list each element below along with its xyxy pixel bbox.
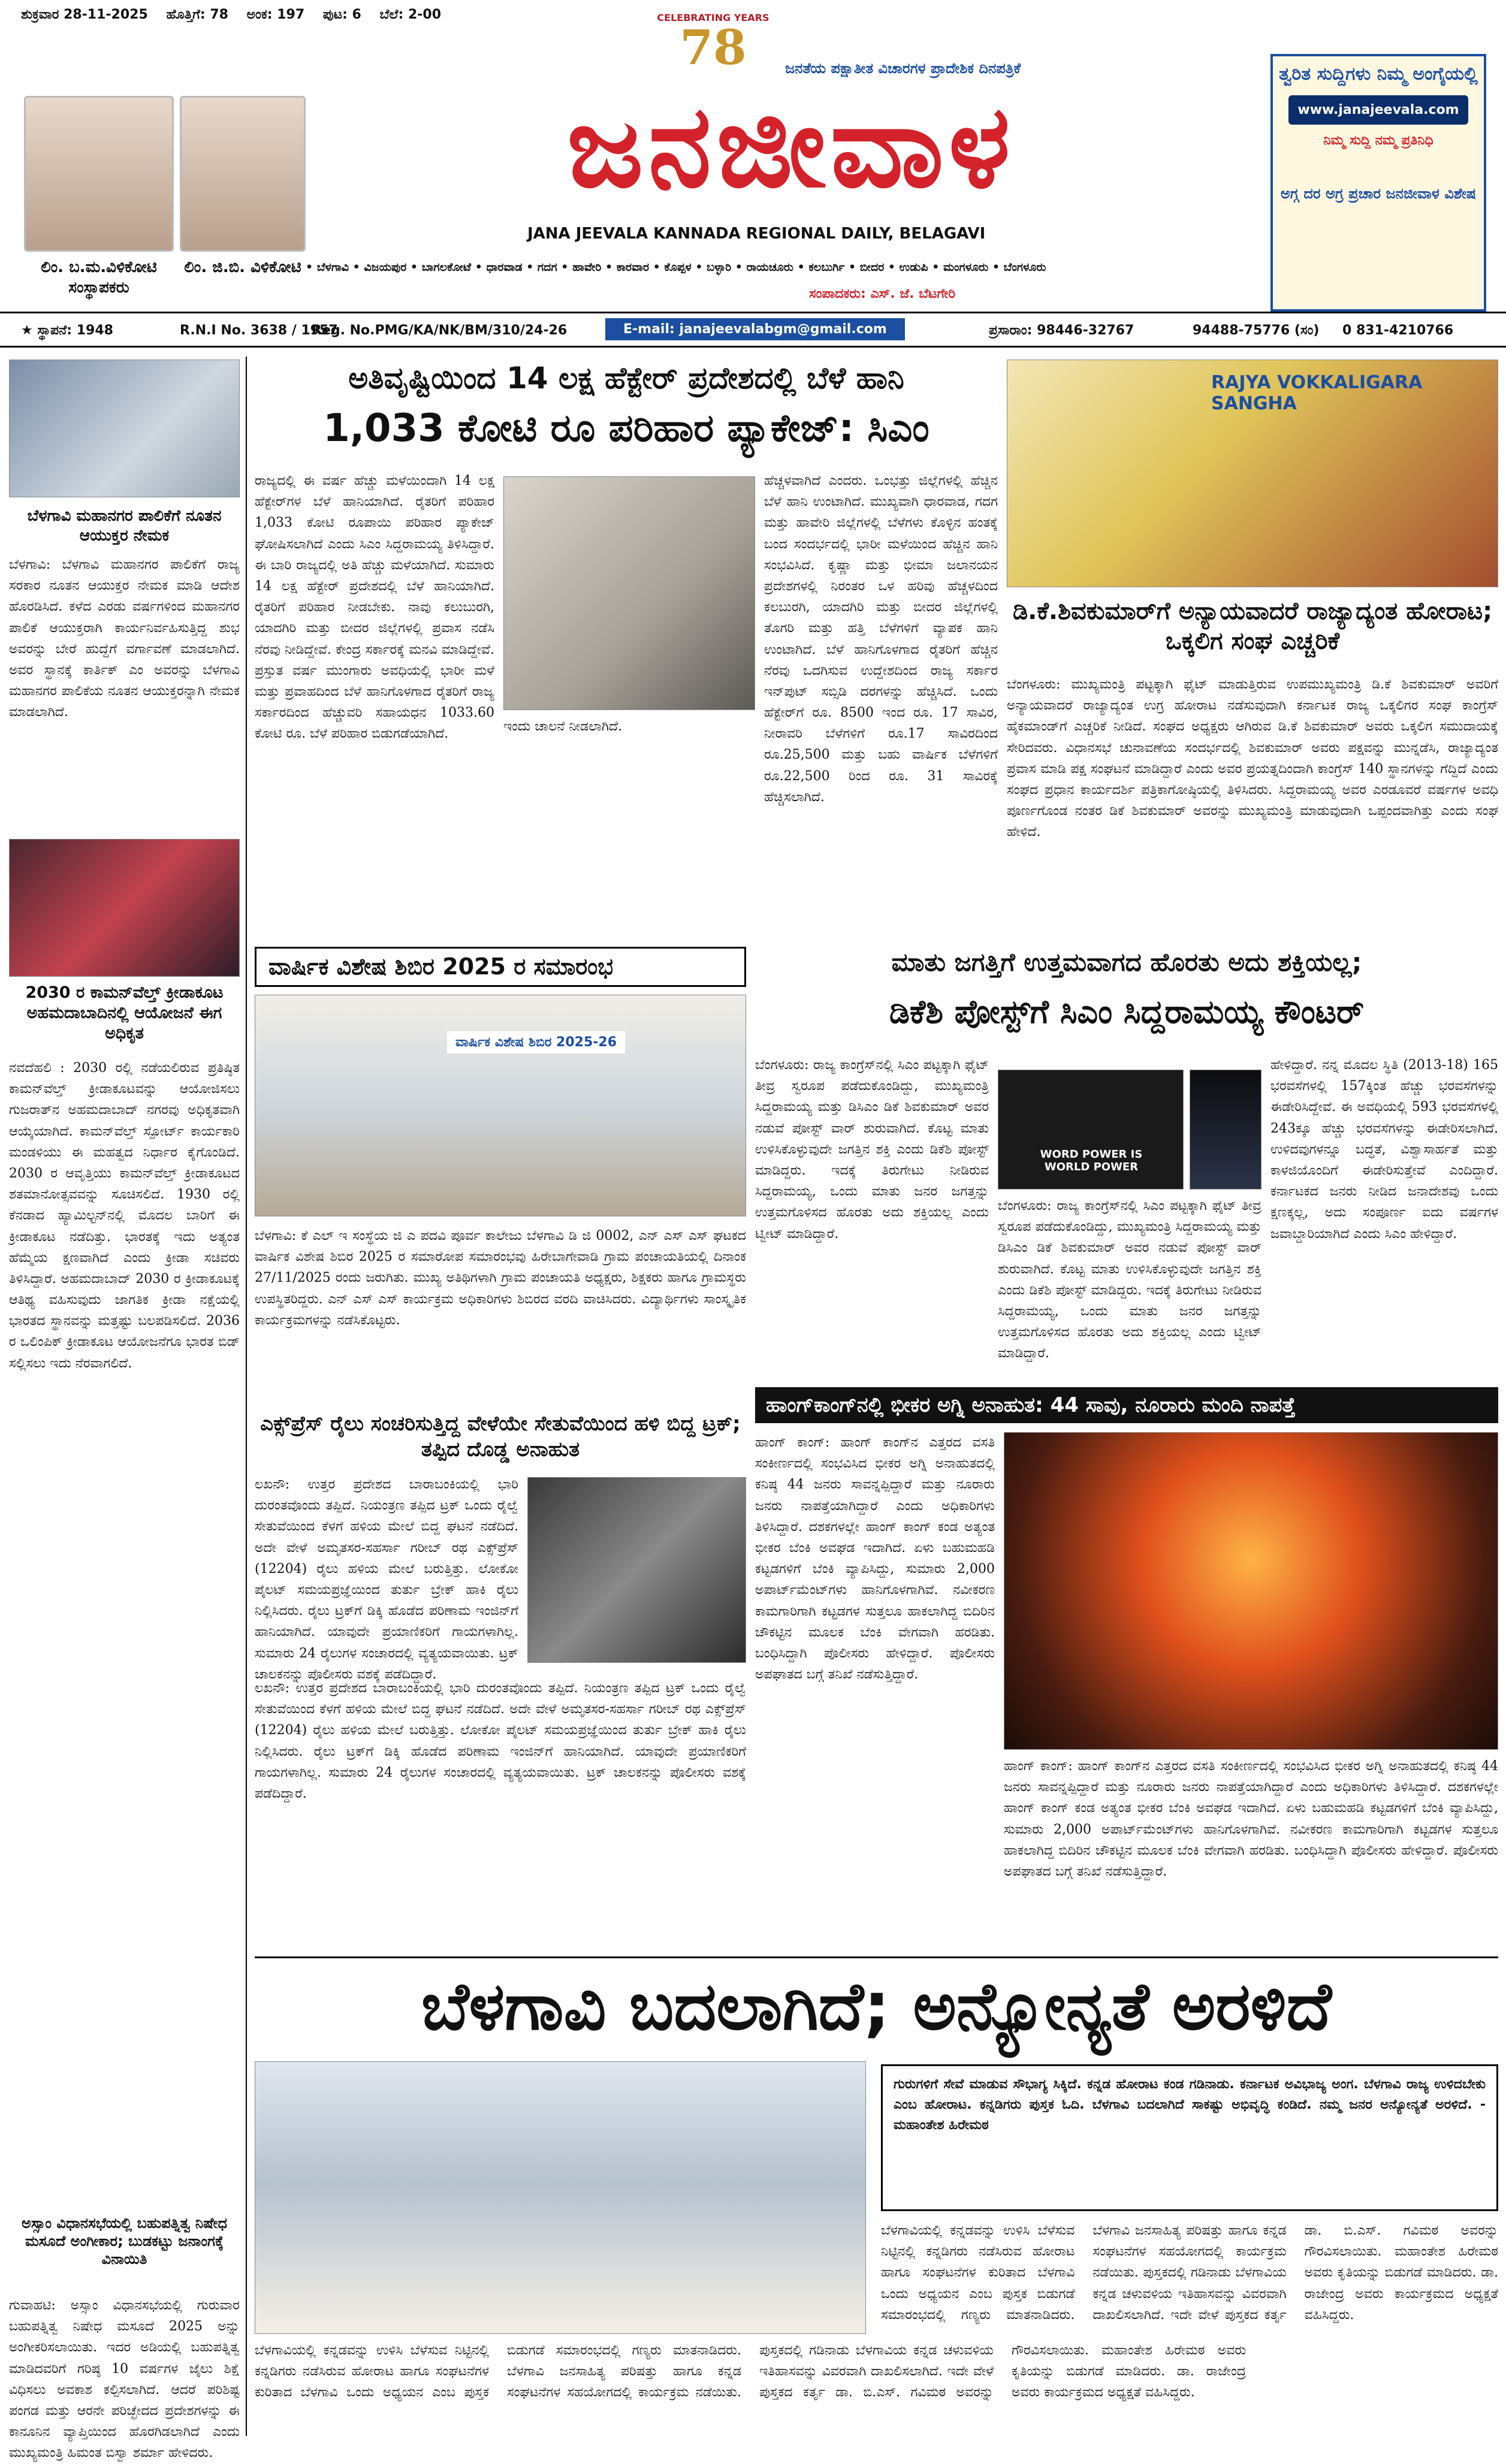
issue-date: ಶುಕ್ರವಾರ 28-11-2025 xyxy=(21,7,148,22)
story3-title: ಅಸ್ಸಾಂ ವಿಧಾನಸಭೆಯಲ್ಲಿ ಬಹುಪತ್ನಿತ್ವ ನಿಷೇಧ ಮಸೂದೆ ಅಂಗೀಕಾರ; ಬುಡಕಟ್ಟು ಜನಾಂಗಕ್ಕೆ ವಿನಾಯಿತಿ xyxy=(22,2215,227,2267)
vokkaliga-sangha-photo xyxy=(1007,360,1498,587)
issue-info-line xyxy=(21,7,441,22)
counter-body-right: ಹೇಳಿದ್ದಾರೆ. ನನ್ನ ಮೊದಲ ಸ್ಥಿತಿ (2013-18) 165 ಭರವಸೆಗಳಲ್ಲಿ 157ಕ್ಕಿಂತ ಹೆಚ್ಚು ಭರವಸೆಗಳನ್ನು ಈಡೇರಿಸಿದ್ದೇವೆ. ಈ ಅವಧಿಯಲ್ಲಿ 593 ಭರವಸೆಗಳಲ್ಲಿ 243ಕ್ಕೂ ಹೆಚ್ಚು ಭರವಸೆಗಳನ್ನು ಈಡೇರಿಸಲಾಗಿದೆ. ಉಳಿದವುಗಳನ್ನೂ ಬದ್ಧತೆ, ವಿಶ್ವಾಸಾರ್ಹತೆ ಮತ್ತು ಕಾಳಜಿಯೊಂದಿಗೆ ಈಡೇರಿಸುತ್ತೇವೆ ಎಂದಿದ್ದಾರೆ. ಕರ್ನಾಟಕದ ಜನರು ನೀಡಿದ ಜನಾದೇಶವು ಒಂದು ಕ್ಷಣಕ್ಕಲ್ಲ, ಅದು ಸಂಪೂರ್ಣ ಐದು ವರ್ಷಗಳ ಜವಾಬ್ದಾರಿಯಾಗಿದೆ ಎಂದು ಸಿಎಂ ಹೇಳಿದ್ದಾರೆ. xyxy=(1270,1058,1498,1242)
rail-truck-photo xyxy=(527,1477,746,1663)
post-photo-2 xyxy=(1190,1070,1261,1189)
post-photo-1 xyxy=(998,1070,1184,1189)
founder2-portrait xyxy=(180,96,306,252)
issue-number: ಅಂಕ: 197 xyxy=(246,7,305,22)
reg-number: Reg. No.PMG/KA/NK/BM/310/24-26 xyxy=(312,323,568,338)
story3-body: ಗುವಾಹಟಿ: ಅಸ್ಸಾಂ ವಿಧಾನಸಭೆಯಲ್ಲಿ ಗುರುವಾರ ಬಹುಪತ್ನಿತ್ವ ನಿಷೇಧ ಮಸೂದೆ 2025 ಅನ್ನು ಅಂಗೀಕರಿಸಲಾಯಿತು. ಇದರ ಅಡಿಯಲ್ಲಿ ಬಹುಪತ್ನಿತ್ವ ಮಾಡಿದವರಿಗೆ ಗರಿಷ್ಠ 10 ವರ್ಷಗಳ ಜೈಲು ಶಿಕ್ಷೆ ವಿಧಿಸಲು ಅವಕಾಶ ಕಲ್ಪಿಸಲಾಗಿದೆ. ಆದರೆ ಪರಿಶಿಷ್ಟ ಪಂಗಡ ಮತ್ತು ಆರನೇ ಪರಿಚ್ಛೇದದ ಪ್ರದೇಶಗಳನ್ನು ಈ ಕಾನೂನಿನ ವ್ಯಾಪ್ತಿಯಿಂದ ಹೊರಗಿಡಲಾಗಿದೆ ಎಂದು ಮುಖ್ಯಮಂತ್ರಿ ಹಿಮಂತ ಬಿಸ್ವಾ ಶರ್ಮಾ ಹೇಳಿದರು. xyxy=(9,2298,240,2461)
lead-body-left: ರಾಜ್ಯದಲ್ಲಿ ಈ ವರ್ಷ ಹೆಚ್ಚು ಮಳೆಯಿಂದಾಗಿ 14 ಲಕ್ಷ ಹೆಕ್ಟೇರ್‌ಗಳ ಬೆಳೆ ಹಾನಿಯಾಗಿದೆ. ರೈತರಿಗೆ ಪರಿಹಾರ 1,033 ಕೋಟಿ ರೂಪಾಯಿ ಪರಿಹಾರ ಪ್ಯಾಕೇಜ್ ಘೋಷಿಸಲಾಗಿದೆ ಎಂದು ಸಿಎಂ ಸಿದ್ದರಾಮಯ್ಯ ತಿಳಿಸಿದ್ದಾರೆ. ಈ ಬಾರಿ ರಾಜ್ಯದಲ್ಲಿ ಅತಿ ಹೆಚ್ಚು ಮಳೆಯಾಗಿದೆ. ಸುಮಾರು 14 ಲಕ್ಷ ಹೆಕ್ಟೇರ್ ಪ್ರದೇಶದಲ್ಲಿ ಬೆಳೆ ಹಾನಿಯಾಗಿದೆ. ರೈತರಿಗೆ ಪರಿಹಾರ ನೀಡಬೇಕು. ನಾವು ಕಲುಬುರಗಿ, ಯಾದಗಿರಿ ಮತ್ತು ಬೀದರ ಜಿಲ್ಲೆಗಳಲ್ಲಿ ಪ್ರವಾಸ ನಡೆಸಿ ನೆರವು ನೀಡಿದ್ದೇವೆ. ಕೇಂದ್ರ ಸರ್ಕಾರಕ್ಕೆ ಮನವಿ ಮಾಡಿದ್ದೇವೆ. ಪ್ರಸ್ತುತ ವರ್ಷ ಮುಂಗಾರು ಅವಧಿಯಲ್ಲಿ ಭಾರೀ ಮಳೆ ಮತ್ತು ಪ್ರವಾಹದಿಂದ ಬೆಳೆ ಹಾನಿಗೊಳಗಾದ ರೈತರಿಗೆ ರಾಜ್ಯ ಸರ್ಕಾರದಿಂದ ಹೆಚ್ಚುವರಿ ಸಹಾಯಧನ 1033.60 ಕೋಟಿ ರೂ. ಬೆಳೆ ಪರಿಹಾರ ಬಿಡುಗಡೆಯಾಗಿದೆ. xyxy=(255,473,494,742)
rail-body-bottom: ಲಖನೌ: ಉತ್ತರ ಪ್ರದೇಶದ ಬಾರಾಬಂಕಿಯಲ್ಲಿ ಭಾರಿ ದುರಂತವೊಂದು ತಪ್ಪಿದೆ. ನಿಯಂತ್ರಣ ತಪ್ಪಿದ ಟ್ರಕ್ ಒಂದು ರೈಲ್ವೆ ಸೇತುವೆಯಿಂದ ಕೆಳಗೆ ಹಳಿಯ ಮೇಲೆ ಬಿದ್ದ ಘಟನೆ ನಡೆದಿದೆ. ಅದೇ ವೇಳೆ ಅಮೃತಸರ-ಸಹರ್ಸಾ ಗರೀಬ್ ರಥ ಎಕ್ಸ್‌ಪ್ರೆಸ್ (12204) ರೈಲು ಹಳಿಯ ಮೇಲೆ ಬರುತ್ತಿತ್ತು. ಲೋಕೋ ಪೈಲಟ್ ಸಮಯಪ್ರಜ್ಞೆಯಿಂದ ತುರ್ತು ಬ್ರೇಕ್ ಹಾಕಿ ರೈಲು ನಿಲ್ಲಿಸಿದರು. ರೈಲು ಟ್ರಕ್‌ಗೆ ಡಿಕ್ಕಿ ಹೊಡೆದ ಪರಿಣಾಮ ಇಂಜಿನ್‌ಗೆ ಹಾನಿಯಾಗಿದೆ. ಯಾವುದೇ ಪ್ರಯಾಣಿಕರಿಗೆ ಗಾಯಗಳಾಗಿಲ್ಲ. ಸುಮಾರು 24 ರೈಲುಗಳ ಸಂಚಾರದಲ್ಲಿ ವ್ಯತ್ಯಯವಾಯಿತು. ಟ್ರಕ್ ಚಾಲಕನನ್ನು ಪೊಲೀಸರು ವಶಕ್ಕೆ ಪಡೆದಿದ್ದಾರೆ. xyxy=(255,1681,746,1801)
fire-photo xyxy=(1004,1432,1498,1750)
shibira-photo xyxy=(255,995,746,1216)
founder1-caption xyxy=(24,258,174,298)
counter-body-mid: ಬೆಂಗಳೂರು: ರಾಜ್ಯ ಕಾಂಗ್ರೆಸ್‌ನಲ್ಲಿ ಸಿಎಂ ಪಟ್ಟಕ್ಕಾಗಿ ಫೈಟ್ ತೀವ್ರ ಸ್ವರೂಪ ಪಡೆದುಕೊಂಡಿದ್ದು, ಮುಖ್ಯಮಂತ್ರಿ ಸಿದ್ದರಾಮಯ್ಯ ಮತ್ತು ಡಿಸಿಎಂ ಡಿಕೆ ಶಿವಕುಮಾರ್ ಅವರ ನಡುವೆ ಪೋಸ್ಟ್ ವಾರ್ ಶುರುವಾಗಿದೆ. ಕೊಟ್ಟ ಮಾತು ಉಳಿಸಿಕೊಳ್ಳುವುದೇ ಜಗತ್ತಿನ ಶಕ್ತಿ ಎಂದು ಡಿಕೆಶಿ ಪೋಸ್ಟ್ ಮಾಡಿದ್ದರು. ಇದಕ್ಕೆ ತಿರುಗೇಟು ನೀಡಿರುವ ಸಿದ್ದರಾಮಯ್ಯ, ಒಂದು ಮಾತು ಜನರ ಜಗತ್ತನ್ನು ಉತ್ತಮಗೊಳಿಸದ ಹೊರತು ಅದು ಶಕ್ತಿಯಲ್ಲ ಎಂದು ಟ್ವೀಟ್ ಮಾಡಿದ್ದಾರೆ. xyxy=(998,1198,1261,1361)
shibira-banner: ವಾರ್ಷಿಕ ವಿಶೇಷ ಶಿಬಿರ 2025-26 xyxy=(447,1031,625,1053)
established: ★ ಸ್ಥಾಪನೆ: 1948 xyxy=(21,323,113,338)
promo-ad: ಅಗ್ಗ ದರ ಅಗ್ರ ಪ್ರಚಾರ ಜನಜೀವಾಳ ವಿಶೇಷ xyxy=(1280,185,1477,202)
phone-editor: 94488-75776 (ಸಂ) xyxy=(1193,323,1320,338)
founder1-role: ಸಂಸ್ಥಾಪಕರು xyxy=(68,278,129,297)
shibira-headline: ವಾರ್ಷಿಕ ವಿಶೇಷ ಶಿಬಿರ 2025 ರ ಸಮಾರಂಭ xyxy=(255,947,746,987)
counter-headline-1: ಮಾತು ಜಗತ್ತಿಗೆ ಉತ್ತಮವಾಗದ ಹೊರತು ಅದು ಶಕ್ತಿಯಲ್ಲ; xyxy=(891,947,1362,977)
counter-headline-2: ಡಿಕೆಶಿ ಪೋಸ್ಟ್‌ಗೆ ಸಿಎಂ ಸಿದ್ದರಾಮಯ್ಯ ಕೌಂಟರ್ xyxy=(889,993,1365,1031)
cm-meeting-photo xyxy=(503,476,755,710)
tagline: ಜನತೆಯ ಪಕ್ಷಾತೀತ ವಿಚಾರಗಳ ಪ್ರಾದೇಶಿಕ ದಿನಪತ್ರಿಕೆ xyxy=(785,60,1021,77)
photo-banner: RAJYA VOKKALIGARA SANGHA xyxy=(1211,372,1423,414)
promo-url[interactable]: www.janajeevala.com xyxy=(1288,95,1468,125)
promo-line: ನಿಮ್ಮ ಸುದ್ದಿ ನಮ್ಮ ಪ್ರತಿನಿಧಿ xyxy=(1323,132,1433,148)
issue-price: ಬೆಲೆ: 2-00 xyxy=(379,7,442,22)
poster-text: WORD POWER IS WORLD POWER xyxy=(1040,1148,1143,1173)
bottom-headline: ಬೆಳಗಾವಿ ಬದಲಾಗಿದೆ; ಅನ್ಯೋನ್ಯತೆ ಅರಳಿದೆ xyxy=(421,1968,1332,2045)
promo-title: ತ್ವರಿತ ಸುದ್ದಿಗಳು ನಿಮ್ಮ ಅಂಗೈಯಲ್ಲಿ xyxy=(1279,64,1478,84)
founder2-name: ಲಿಂ. ಜಿ.ಬಿ. ವಿಳಿಕೋಟಿ xyxy=(184,258,301,276)
editor-line: ಸಂಪಾದಕರು: ಎಸ್. ಜೆ. ಬೆಟಗೇರಿ xyxy=(809,286,956,301)
story2-title: 2030 ರ ಕಾಮನ್‌ವೆಲ್ತ್ ಕ್ರೀಡಾಕೂಟ ಅಹಮದಾಬಾದಿನಲ್ಲಿ ಆಯೋಜನೆ ಈಗ ಅಧಿಕೃತ xyxy=(25,983,224,1043)
book-release-photo xyxy=(255,2061,866,2334)
rail-body-left: ಲಖನೌ: ಉತ್ತರ ಪ್ರದೇಶದ ಬಾರಾಬಂಕಿಯಲ್ಲಿ ಭಾರಿ ದುರಂತವೊಂದು ತಪ್ಪಿದೆ. ನಿಯಂತ್ರಣ ತಪ್ಪಿದ ಟ್ರಕ್ ಒಂದು ರೈಲ್ವೆ ಸೇತುವೆಯಿಂದ ಕೆಳಗೆ ಹಳಿಯ ಮೇಲೆ ಬಿದ್ದ ಘಟನೆ ನಡೆದಿದೆ. ಅದೇ ವೇಳೆ ಅಮೃತಸರ-ಸಹರ್ಸಾ ಗರೀಬ್ ರಥ ಎಕ್ಸ್‌ಪ್ರೆಸ್ (12204) ರೈಲು ಹಳಿಯ ಮೇಲೆ ಬರುತ್ತಿತ್ತು. ಲೋಕೋ ಪೈಲಟ್ ಸಮಯಪ್ರಜ್ಞೆಯಿಂದ ತುರ್ತು ಬ್ರೇಕ್ ಹಾಕಿ ರೈಲು ನಿಲ್ಲಿಸಿದರು. ರೈಲು ಟ್ರಕ್‌ಗೆ ಡಿಕ್ಕಿ ಹೊಡೆದ ಪರಿಣಾಮ ಇಂಜಿನ್‌ಗೆ ಹಾನಿಯಾಗಿದೆ. ಯಾವುದೇ ಪ್ರಯಾಣಿಕರಿಗೆ ಗಾಯಗಳಾಗಿಲ್ಲ. ಸುಮಾರು 24 ರೈಲುಗಳ ಸಂಚಾರದಲ್ಲಿ ವ್ಯತ್ಯಯವಾಯಿತು. ಟ್ರಕ್ ಚಾಲಕನನ್ನು ಪೊಲೀಸರು ವಶಕ್ಕೆ ಪಡೆದಿದ್ದಾರೆ. xyxy=(255,1477,518,1682)
page-count: ಪುಟ: 6 xyxy=(322,7,361,22)
rni-number: R.N.I No. 3638 / 1957 xyxy=(180,323,338,338)
column-divider xyxy=(246,357,247,2436)
anniversary-number: 78 xyxy=(680,19,747,76)
phone-office: 0 831-4210766 xyxy=(1342,323,1454,338)
story2-body: ನವದೆಹಲಿ : 2030 ರಲ್ಲಿ ನಡೆಯಲಿರುವ ಪ್ರತಿಷ್ಠಿತ ಕಾಮನ್‌ವೆಲ್ತ್ ಕ್ರೀಡಾಕೂಟವನ್ನು ಆಯೋಜಿಸಲು ಗುಜರಾತ್‌ನ ಅಹಮದಾಬಾದ್ ನಗರವು ಅಧಿಕೃತವಾಗಿ ಆಯ್ಕೆಯಾಗಿದೆ. ಕಾಮನ್‌ವೆಲ್ತ್ ಸ್ಪೋರ್ಟ್ ಕಾರ್ಯಕಾರಿ ಮಂಡಳಿಯು ಈ ಮಹತ್ವದ ನಿರ್ಧಾರ ಕೈಗೊಂಡಿದೆ. 2030 ರ ಆವೃತ್ತಿಯು ಕಾಮನ್‌ವೆಲ್ತ್ ಕ್ರೀಡಾಕೂಟದ ಶತಮಾನೋತ್ಸವವನ್ನು ಸೂಚಿಸಲಿದೆ. 1930 ರಲ್ಲಿ ಕೆನಡಾದ ಹ್ಯಾಮಿಲ್ಟನ್‌ನಲ್ಲಿ ಮೊದಲ ಬಾರಿಗೆ ಈ ಕ್ರೀಡಾಕೂಟ ನಡೆದಿತ್ತು. ಭಾರತಕ್ಕೆ ಇದು ಅತ್ಯಂತ ಹೆಮ್ಮೆಯ ಕ್ಷಣವಾಗಿದೆ ಎಂದು ಕ್ರೀಡಾ ಸಚಿವರು ತಿಳಿಸಿದ್ದಾರೆ. ಅಹಮದಾಬಾದ್ 2030 ರ ಕ್ರೀಡಾಕೂಟಕ್ಕೆ ಆತಿಥ್ಯ ವಹಿಸುವುದು ಜಾಗತಿಕ ಕ್ರೀಡಾ ನಕ್ಷೆಯಲ್ಲಿ ಭಾರತದ ಸ್ಥಾನವನ್ನು ಮತ್ತಷ್ಟು ಬಲಪಡಿಸಲಿದೆ. 2036 ರ ಒಲಿಂಪಿಕ್ ಕ್ರೀಡಾಕೂಟ ಆಯೋಜನೆಗೂ ಭಾರತ ಬಿಡ್ ಸಲ್ಲಿಸಲು ಇದು ನೆರವಾಗಲಿದೆ. xyxy=(9,1061,240,1371)
counter-body-left: ಬೆಂಗಳೂರು: ರಾಜ್ಯ ಕಾಂಗ್ರೆಸ್‌ನಲ್ಲಿ ಸಿಎಂ ಪಟ್ಟಕ್ಕಾಗಿ ಫೈಟ್ ತೀವ್ರ ಸ್ವರೂಪ ಪಡೆದುಕೊಂಡಿದ್ದು, ಮುಖ್ಯಮಂತ್ರಿ ಸಿದ್ದರಾಮಯ್ಯ ಮತ್ತು ಡಿಸಿಎಂ ಡಿಕೆ ಶಿವಕುಮಾರ್ ಅವರ ನಡುವೆ ಪೋಸ್ಟ್ ವಾರ್ ಶುರುವಾಗಿದೆ. ಕೊಟ್ಟ ಮಾತು ಉಳಿಸಿಕೊಳ್ಳುವುದೇ ಜಗತ್ತಿನ ಶಕ್ತಿ ಎಂದು ಡಿಕೆಶಿ ಪೋಸ್ಟ್ ಮಾಡಿದ್ದರು. ಇದಕ್ಕೆ ತಿರುಗೇಟು ನೀಡಿರುವ ಸಿದ್ದರಾಮಯ್ಯ, ಒಂದು ಮಾತು ಜನರ ಜಗತ್ತನ್ನು ಉತ್ತಮಗೊಳಿಸದ ಹೊರತು ಅದು ಶಕ್ತಿಯಲ್ಲ ಎಂದು ಟ್ವೀಟ್ ಮಾಡಿದ್ದಾರೆ. xyxy=(755,1058,989,1242)
hongkong-headline: ಹಾಂಗ್‌ಕಾಂಗ್‌ನಲ್ಲಿ ಭೀಕರ ಅಗ್ನಿ ಅನಾಹುತ: 44 ಸಾವು, ನೂರಾರು ಮಂದಿ ನಾಪತ್ತೆ xyxy=(755,1387,1498,1423)
dk-body: ಬೆಂಗಳೂರು: ಮುಖ್ಯಮಂತ್ರಿ ಪಟ್ಟಕ್ಕಾಗಿ ಫೈಟ್ ಮಾಡುತ್ತಿರುವ ಉಪಮುಖ್ಯಮಂತ್ರಿ ಡಿ.ಕೆ ಶಿವಕುಮಾರ್ ಅವರಿಗೆ ಅನ್ಯಾಯವಾದರೆ ರಾಜ್ಯಾದ್ಯಂತ ಉಗ್ರ ಹೋರಾಟ ನಡೆಸುವುದಾಗಿ ಕರ್ನಾಟಕ ರಾಜ್ಯ ಒಕ್ಕಲಿಗರ ಸಂಘ ಕಾಂಗ್ರೆಸ್ ಹೈಕಮಾಂಡ್‌ಗೆ ಎಚ್ಚರಿಕೆ ನೀಡಿದೆ. ಸಂಘದ ಅಧ್ಯಕ್ಷರು ಆಗಿರುವ ಡಿ.ಕೆ ಶಿವಕುಮಾರ್ ಅವರು ಒಕ್ಕಲಿಗ ಸಮುದಾಯಕ್ಕೆ ಸೇರಿದವರು. ವಿಧಾನಸಭೆ ಚುನಾವಣೆಯ ಸಂದರ್ಭದಲ್ಲಿ ಶಿವಕುಮಾರ್ ಅವರು ಪಕ್ಷವನ್ನು ಮುನ್ನಡೆಸಿ, ರಾಜ್ಯಾದ್ಯಂತ ಪ್ರವಾಸ ಮಾಡಿ ಪಕ್ಷ ಸಂಘಟನೆ ಮಾಡಿದ್ದಾರೆ ಎಂದು ಅವರ ಪ್ರಯತ್ನದಿಂದಾಗಿ ಕಾಂಗ್ರೆಸ್ 140 ಸ್ಥಾನಗಳನ್ನು ಗೆದ್ದಿದೆ ಎಂದು ಸಂಘದ ಪ್ರಧಾನ ಕಾರ್ಯದರ್ಶಿ ಪತ್ರಿಕಾಗೋಷ್ಠಿಯಲ್ಲಿ ತಿಳಿಸಿದರು. ಸಿದ್ದರಾಮಯ್ಯ ಅವರ ಎರಡೂವರೆ ವರ್ಷಗಳ ಅವಧಿ ಪೂರ್ಣಗೊಂಡ ನಂತರ ಡಿಕೆ ಶಿವಕುಮಾರ್ ಅವರನ್ನು ಮುಖ್ಯಮಂತ್ರಿ ಮಾಡುವುದಾಗಿ ಒಪ್ಪಂದವಾಗಿತ್ತು ಎಂದು ಸಂಘ ಹೇಳಿದೆ. xyxy=(1007,677,1498,840)
hongkong-body-right: ಹಾಂಗ್ ಕಾಂಗ್: ಹಾಂಗ್ ಕಾಂಗ್‌ನ ಎತ್ತರದ ವಸತಿ ಸಂಕೀರ್ಣದಲ್ಲಿ ಸಂಭವಿಸಿದ ಭೀಕರ ಅಗ್ನಿ ಅನಾಹುತದಲ್ಲಿ ಕನಿಷ್ಠ 44 ಜನರು ಸಾವನ್ನಪ್ಪಿದ್ದಾರೆ ಮತ್ತು ನೂರಾರು ಜನರು ನಾಪತ್ತೆಯಾಗಿದ್ದಾರೆ ಎಂದು ಅಧಿಕಾರಿಗಳು ತಿಳಿಸಿದ್ದಾರೆ. ದಶಕಗಳಲ್ಲೇ ಹಾಂಗ್ ಕಾಂಗ್ ಕಂಡ ಅತ್ಯಂತ ಭೀಕರ ಬೆಂಕಿ ಅವಘಡ ಇದಾಗಿದೆ. ಏಳು ಬಹುಮಹಡಿ ಕಟ್ಟಡಗಳಿಗೆ ಬೆಂಕಿ ವ್ಯಾಪಿಸಿದ್ದು, ಸುಮಾರು 2,000 ಅಪಾರ್ಟ್‌ಮೆಂಟ್‌ಗಳು ಹಾನಿಗೊಳಗಾಗಿವೆ. ನವೀಕರಣ ಕಾಮಗಾರಿಗಾಗಿ ಕಟ್ಟಡಗಳ ಸುತ್ತಲೂ ಹಾಕಲಾಗಿದ್ದ ಬಿದಿರಿನ ಚೌಕಟ್ಟಿನ ಮೂಲಕ ಬೆಂಕಿ ವೇಗವಾಗಿ ಹರಡಿತು. ಬಂಧಿಸಿದ್ದಾಗಿ ಪೊಲೀಸರು ಹೇಳಿದ್ದಾರೆ. ಪೊಲೀಸರು ಅಪಘಾತದ ಬಗ್ಗೆ ತನಿಖೆ ನಡೆಸುತ್ತಿದ್ದಾರೆ. xyxy=(1004,1759,1498,1879)
commonwealth-photo xyxy=(9,839,240,977)
rail-headline: ಎಕ್ಸ್‌ಪ್ರೆಸ್ ರೈಲು ಸಂಚರಿಸುತ್ತಿದ್ದ ವೇಳೆಯೇ ಸೇತುವೆಯಿಂದ ಹಳಿ ಬಿದ್ದ ಟ್ರಕ್; ತಪ್ಪಿದ ದೊಡ್ಡ ಅನಾಹುತ xyxy=(260,1412,741,1462)
dk-headline: ಡಿ.ಕೆ.ಶಿವಕುಮಾರ್‌ಗೆ ಅನ್ಯಾಯವಾದರೆ ರಾಜ್ಯಾದ್ಯಂತ ಹೋರಾಟ; ಒಕ್ಕಲಿಗ ಸಂಘ ಎಚ್ಚರಿಕೆ xyxy=(1012,597,1493,655)
lead-body-right: ಹೆಚ್ಚಳವಾಗಿದೆ ಎಂದರು. ಒಂಭತ್ತು ಜಿಲ್ಲೆಗಳಲ್ಲಿ ಹೆಚ್ಚಿನ ಬೆಳೆ ಹಾನಿ ಉಂಟಾಗಿದೆ. ಮುಖ್ಯವಾಗಿ ಧಾರವಾಡ, ಗದಗ ಮತ್ತು ಹಾವೇರಿ ಜಿಲ್ಲೆಗಳಲ್ಲಿ ಬೆಳೆಗಳು ಕೊಳ್ಳಿನ ಹಂತಕ್ಕೆ ಬಂದ ಸಂದರ್ಭದಲ್ಲಿ ಭಾರೀ ಮಳೆಯಿಂದ ಹೆಚ್ಚಿನ ಹಾನಿ ಸಂಭವಿಸಿದೆ. ಕೃಷ್ಣಾ ಮತ್ತು ಭೀಮಾ ಜಲಾನಯನ ಪ್ರದೇಶಗಳಲ್ಲಿ ನಿರಂತರ ಒಳ ಹರಿವು ಹೆಚ್ಚಳದಿಂದ ಕಲಬುರಗಿ, ಯಾದಗಿರಿ ಮತ್ತು ಬೀದರ ಜಿಲ್ಲೆಗಳಲ್ಲಿ ತೊಗರಿ ಮತ್ತು ಹತ್ತಿ ಬೆಳೆಗಳಿಗೆ ವ್ಯಾಪಕ ಹಾನಿ ಉಂಟಾಗಿದೆ. ಬೆಳೆ ಹಾನಿಗೊಳಗಾದ ರೈತರಿಗೆ ಹೆಚ್ಚಿನ ನೆರವು ಒದಗಿಸುವ ಉದ್ದೇಶದಿಂದ ರಾಜ್ಯ ಸರ್ಕಾರ ಇನ್‌ಪುಟ್ ಸಬ್ಸಿಡಿ ದರಗಳನ್ನು ಹೆಚ್ಚಿಸಿದೆ. ಒಂದು ಹೆಕ್ಟೇರ್‌ಗೆ ರೂ. 8500 ಇಂದ ರೂ. 17 ಸಾವಿರ, ನೀರಾವರಿ ಬೆಳೆಗಳಿಗೆ ರೂ.17 ಸಾವಿರದಿಂದ ರೂ.25,500 ಮತ್ತು ಬಹು ವಾರ್ಷಿಕ ಬೆಳೆಗಳಿಗೆ ರೂ.22,500 ರಿಂದ ರೂ. 31 ಸಾವಿರಕ್ಕೆ ಹೆಚ್ಚಿಸಲಾಗಿದೆ. xyxy=(764,473,998,805)
phone-circulation: ಪ್ರಸಾರಾಂ: 98446-32767 xyxy=(989,323,1134,338)
corporation-building-photo xyxy=(9,360,240,497)
registration-strip xyxy=(0,312,1506,348)
bottom-rule xyxy=(255,1956,1498,1958)
quote-box: ಗುರುಗಳಿಗೆ ಸೇವೆ ಮಾಡುವ ಸೌಭಾಗ್ಯ ಸಿಕ್ಕಿದೆ. ಕನ್ನಡ ಹೋರಾಟ ಕಂಡ ಗಡಿನಾಡು. ಕರ್ನಾಟಕ ಅವಿಭಾಜ್ಯ ಅಂಗ. ಬೆಳಗಾವಿ ರಾಜ್ಯ ಉಳಿದಬೇಕು ಎಂಬ ಹೋರಾಟ. ಕನ್ನಡಿಗರು ಪುಸ್ತಕ ಓದಿ. ಬೆಳಗಾವಿ ಬದಲಾಗಿದೆ ಸಾಕಷ್ಟು ಅಭಿವೃದ್ಧಿ ಕಂಡಿದೆ. ನಮ್ಮ ಜನರ ಅನ್ಯೋನ್ಯತೆ ಅರಳಿದೆ. - ಮಹಾಂತೇಶ ಹಿರೇಮಠ xyxy=(881,2064,1498,2211)
editions-line: • ಬೆಳಗಾವಿ • ವಿಜಯಪುರ • ಬಾಗಲಕೋಟೆ • ಧಾರವಾಡ • ಗದಗ • ಹಾವೇರಿ • ಕಾರವಾರ • ಕೊಪ್ಪಳ • ಬಳ್ಳಾರಿ • ರಾಯಚೂರು • ಕಲಬುರ್ಗಿ • ಬೀದರ • ಉಡುಪಿ • ಮಂಗಳೂರು • ಬೆಂಗಳೂರು xyxy=(306,261,1046,274)
founder1-name: ಲಿಂ. ಬ.ಮ.ವಿಳಿಕೋಟಿ xyxy=(41,258,157,276)
anniversary-text: CELEBRATING YEARS xyxy=(657,12,769,23)
story1-title: ಬೆಳಗಾವಿ ಮಹಾನಗರ ಪಾಲಿಕೆಗೆ ನೂತನ ಆಯುಕ್ತರ ನೇಮಕ xyxy=(27,507,222,545)
founder1-portrait xyxy=(24,96,174,252)
lead-headline-2: 1,033 ಕೋಟಿ ರೂ ಪರಿಹಾರ ಪ್ಯಾಕೇಜ್: ಸಿಎಂ xyxy=(323,406,929,451)
story1-body: ಬೆಳಗಾವಿ: ಬೆಳಗಾವಿ ಮಹಾನಗರ ಪಾಲಿಕೆಗೆ ರಾಜ್ಯ ಸರಕಾರ ನೂತನ ಆಯುಕ್ತರ ನೇಮಕ ಮಾಡಿ ಆದೇಶ ಹೊರಡಿಸಿದೆ. ಕಳೆದ ಎರಡು ವರ್ಷಗಳಿಂದ ಮಹಾನಗರ ಪಾಲಿಕೆ ಆಯುಕ್ತರಾಗಿ ಕಾರ್ಯನಿರ್ವಹಿಸುತ್ತಿದ್ದ ಶುಭ ಅವರನ್ನು ಬೇರೆ ಹುದ್ದೆಗೆ ವರ್ಗಾವಣೆ ಮಾಡಲಾಗಿದೆ. ಅವರ ಸ್ಥಾನಕ್ಕೆ ಕಾರ್ತಿಕ್ ಎಂ ಅವರನ್ನು ಬೆಳಗಾವಿ ಮಹಾನಗರ ಪಾಲಿಕೆಯ ನೂತನ ಆಯುಕ್ತರನ್ನಾಗಿ ನೇಮಕ ಮಾಡಲಾಗಿದೆ. xyxy=(9,557,240,720)
masthead-subtitle: JANA JEEVALA KANNADA REGIONAL DAILY, BELAGAVI xyxy=(527,225,986,243)
shibira-body: ಬೆಳಗಾವಿ: ಕೆ ಎಲ್ ಇ ಸಂಸ್ಥೆಯ ಜಿ ಎ ಪದವಿ ಪೂರ್ವ ಕಾಲೇಜು ಬೆಳಗಾವಿ ಡಿ ಜಿ 0002, ಎನ್ ಎಸ್ ಎಸ್ ಘಟಕದ ವಾರ್ಷಿಕ ವಿಶೇಷ ಶಿಬಿರ 2025 ರ ಸಮಾರೋಪ ಸಮಾರಂಭವು ಹಿರೇಬಾಗೇವಾಡಿ ಗ್ರಾಮ ಪಂಚಾಯತಿಯಲ್ಲಿ ದಿನಾಂಕ 27/11/2025 ರಂದು ಜರುಗಿತು. ಮುಖ್ಯ ಅತಿಥಿಗಳಾಗಿ ಗ್ರಾಮ ಪಂಚಾಯತಿ ಅಧ್ಯಕ್ಷರು, ಶಿಕ್ಷಕರು ಹಾಗೂ ಗ್ರಾಮಸ್ಥರು ಉಪಸ್ಥಿತರಿದ್ದರು. ಎನ್ ಎಸ್ ಎಸ್ ಕಾರ್ಯಕ್ರಮ ಅಧಿಕಾರಿಗಳು ಶಿಬಿರದ ವರದಿ ವಾಚಿಸಿದರು. ವಿದ್ಯಾರ್ಥಿಗಳು ಸಾಂಸ್ಕೃತಿಕ ಕಾರ್ಯಕ್ರಮಗಳನ್ನು ನಡೆಸಿಕೊಟ್ಟರು. xyxy=(255,1228,746,1328)
bottom-body-left: ಬೆಳಗಾವಿಯಲ್ಲಿ ಕನ್ನಡವನ್ನು ಉಳಿಸಿ ಬೆಳೆಸುವ ನಿಟ್ಟಿನಲ್ಲಿ ಕನ್ನಡಿಗರು ನಡೆಸಿರುವ ಹೋರಾಟ ಹಾಗೂ ಸಂಘಟನೆಗಳ ಕುರಿತಾದ ಬೆಳಗಾವಿ ಒಂದು ಅಧ್ಯಯನ ಎಂಬ ಪುಸ್ತಕ ಬಿಡುಗಡೆ ಸಮಾರಂಭದಲ್ಲಿ ಗಣ್ಯರು ಮಾತನಾಡಿದರು. ಬೆಳಗಾವಿ ಜನಸಾಹಿತ್ಯ ಪರಿಷತ್ತು ಹಾಗೂ ಕನ್ನಡ ಸಂಘಟನೆಗಳ ಸಹಯೋಗದಲ್ಲಿ ಕಾರ್ಯಕ್ರಮ ನಡೆಯಿತು. ಪುಸ್ತಕದಲ್ಲಿ ಗಡಿನಾಡು ಬೆಳಗಾವಿಯ ಕನ್ನಡ ಚಳುವಳಿಯ ಇತಿಹಾಸವನ್ನು ವಿವರವಾಗಿ ದಾಖಲಿಸಲಾಗಿದೆ. ಇದೇ ವೇಳೆ ಪುಸ್ತಕದ ಕರ್ತೃ ಡಾ. ಬಿ.ಎಸ್. ಗವಿಮಠ ಅವರನ್ನು ಗೌರವಿಸಲಾಯಿತು. ಮಹಾಂತೇಶ ಹಿರೇಮಠ ಅವರು ಕೃತಿಯನ್ನು ಬಿಡುಗಡೆ ಮಾಡಿದರು. ಡಾ. ರಾಜೇಂದ್ರ ಅವರು ಕಾರ್ಯಕ್ರಮದ ಅಧ್ಯಕ್ಷತೆ ವಹಿಸಿದ್ದರು. xyxy=(255,2343,1246,2400)
issue-volume: ಹೊತ್ತಿಗೆ: 78 xyxy=(166,7,228,22)
bottom-body-right: ಬೆಳಗಾವಿಯಲ್ಲಿ ಕನ್ನಡವನ್ನು ಉಳಿಸಿ ಬೆಳೆಸುವ ನಿಟ್ಟಿನಲ್ಲಿ ಕನ್ನಡಿಗರು ನಡೆಸಿರುವ ಹೋರಾಟ ಹಾಗೂ ಸಂಘಟನೆಗಳ ಕುರಿತಾದ ಬೆಳಗಾವಿ ಒಂದು ಅಧ್ಯಯನ ಎಂಬ ಪುಸ್ತಕ ಬಿಡುಗಡೆ ಸಮಾರಂಭದಲ್ಲಿ ಗಣ್ಯರು ಮಾತನಾಡಿದರು. ಬೆಳಗಾವಿ ಜನಸಾಹಿತ್ಯ ಪರಿಷತ್ತು ಹಾಗೂ ಕನ್ನಡ ಸಂಘಟನೆಗಳ ಸಹಯೋಗದಲ್ಲಿ ಕಾರ್ಯಕ್ರಮ ನಡೆಯಿತು. ಪುಸ್ತಕದಲ್ಲಿ ಗಡಿನಾಡು ಬೆಳಗಾವಿಯ ಕನ್ನಡ ಚಳುವಳಿಯ ಇತಿಹಾಸವನ್ನು ವಿವರವಾಗಿ ದಾಖಲಿಸಲಾಗಿದೆ. ಇದೇ ವೇಳೆ ಪುಸ್ತಕದ ಕರ್ತೃ ಡಾ. ಬಿ.ಎಸ್. ಗವಿಮಠ ಅವರನ್ನು ಗೌರವಿಸಲಾಯಿತು. ಮಹಾಂತೇಶ ಹಿರೇಮಠ ಅವರು ಕೃತಿಯನ್ನು ಬಿಡುಗಡೆ ಮಾಡಿದರು. ಡಾ. ರಾಜೇಂದ್ರ ಅವರು ಕಾರ್ಯಕ್ರಮದ ಅಧ್ಯಕ್ಷತೆ ವಹಿಸಿದ್ದರು. xyxy=(881,2223,1498,2323)
email[interactable]: E-mail: janajeevalabgm@gmail.com xyxy=(605,318,905,340)
lead-caption: ಇಂದು ಚಾಲನೆ ನೀಡಲಾಗಿದೆ. xyxy=(503,719,623,734)
promo-box xyxy=(1270,54,1486,312)
hongkong-body-left: ಹಾಂಗ್ ಕಾಂಗ್: ಹಾಂಗ್ ಕಾಂಗ್‌ನ ಎತ್ತರದ ವಸತಿ ಸಂಕೀರ್ಣದಲ್ಲಿ ಸಂಭವಿಸಿದ ಭೀಕರ ಅಗ್ನಿ ಅನಾಹುತದಲ್ಲಿ ಕನಿಷ್ಠ 44 ಜನರು ಸಾವನ್ನಪ್ಪಿದ್ದಾರೆ ಮತ್ತು ನೂರಾರು ಜನರು ನಾಪತ್ತೆಯಾಗಿದ್ದಾರೆ ಎಂದು ಅಧಿಕಾರಿಗಳು ತಿಳಿಸಿದ್ದಾರೆ. ದಶಕಗಳಲ್ಲೇ ಹಾಂಗ್ ಕಾಂಗ್ ಕಂಡ ಅತ್ಯಂತ ಭೀಕರ ಬೆಂಕಿ ಅವಘಡ ಇದಾಗಿದೆ. ಏಳು ಬಹುಮಹಡಿ ಕಟ್ಟಡಗಳಿಗೆ ಬೆಂಕಿ ವ್ಯಾಪಿಸಿದ್ದು, ಸುಮಾರು 2,000 ಅಪಾರ್ಟ್‌ಮೆಂಟ್‌ಗಳು ಹಾನಿಗೊಳಗಾಗಿವೆ. ನವೀಕರಣ ಕಾಮಗಾರಿಗಾಗಿ ಕಟ್ಟಡಗಳ ಸುತ್ತಲೂ ಹಾಕಲಾಗಿದ್ದ ಬಿದಿರಿನ ಚೌಕಟ್ಟಿನ ಮೂಲಕ ಬೆಂಕಿ ವೇಗವಾಗಿ ಹರಡಿತು. ಬಂಧಿಸಿದ್ದಾಗಿ ಪೊಲೀಸರು ಹೇಳಿದ್ದಾರೆ. ಪೊಲೀಸರು ಅಪಘಾತದ ಬಗ್ಗೆ ತನಿಖೆ ನಡೆಸುತ್ತಿದ್ದಾರೆ. xyxy=(755,1435,995,1683)
masthead-logo: ಜನಜೀವಾಳ xyxy=(567,80,1015,213)
lead-headline-1: ಅತಿವೃಷ್ಟಿಯಿಂದ 14 ಲಕ್ಷ ಹೆಕ್ಟೇರ್ ಪ್ರದೇಶದಲ್ಲಿ ಬೆಳೆ ಹಾನಿ xyxy=(348,361,904,395)
